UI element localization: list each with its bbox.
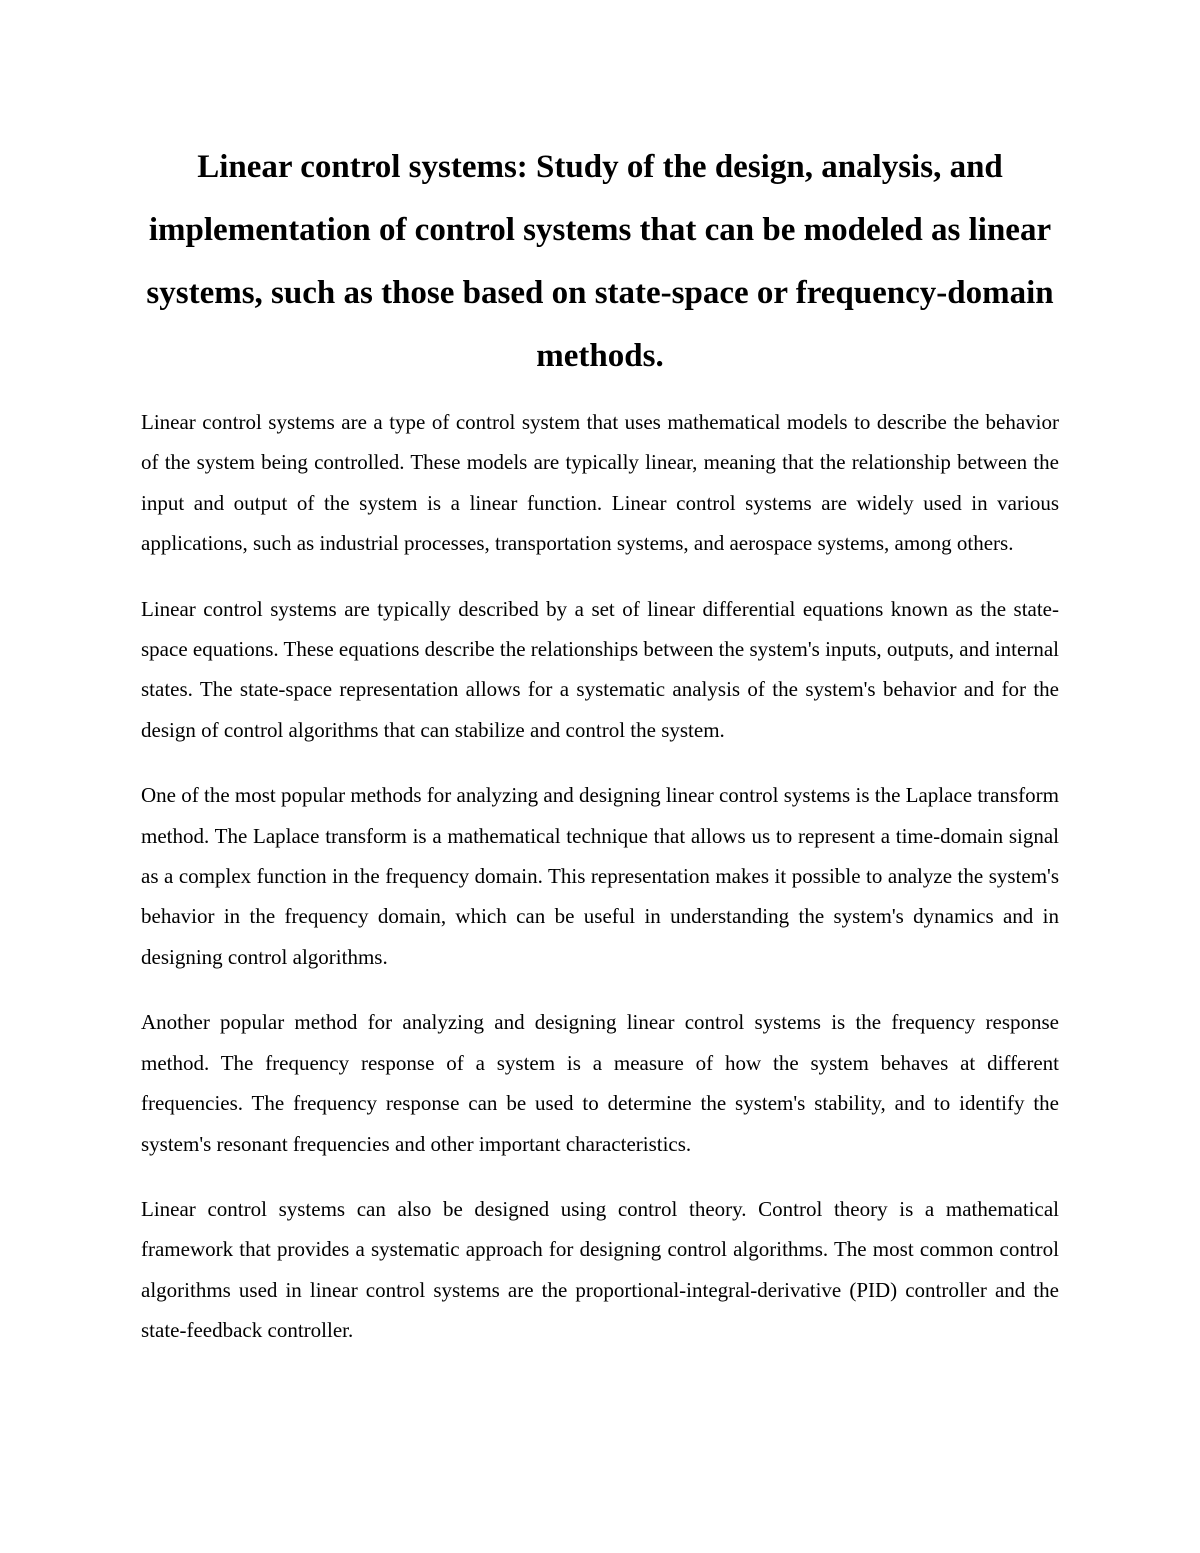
- document-body: [141, 402, 1059, 1376]
- document-title: Linear control systems: Study of the design, analysis, and implementation of control systems that can be modeled as linear systems, such as those based on state-space or frequency-domain methods.: [146, 149, 1054, 374]
- paragraph-laplace: One of the most popular methods for analyzing and designing linear control systems is the Laplace transform method. The Laplace transform is a mathematical technique that allows us to represent a time-domain signal as a complex function in the frequency domain. This representation makes it possible to analyze the system's behavior in the frequency domain, which can be useful in understanding the system's dynamics and in designing control algorithms.: [141, 783, 1059, 969]
- paragraph-frequency-response: Another popular method for analyzing and designing linear control systems is the frequency response method. The frequency response of a system is a measure of how the system behaves at different frequencies. The frequency response can be used to determine the system's stability, and to identify the system's resonant frequencies and other important characteristics.: [141, 1010, 1059, 1156]
- paragraph-control-theory: Linear control systems can also be designed using control theory. Control theory is a mathematical framework that provides a systematic approach for designing control algorithms. The most common control algorithms used in linear control systems are the proportional-integral-derivative (PID) controller and the state-feedback controller.: [141, 1196, 1059, 1343]
- paragraph-state-space: Linear control systems are typically described by a set of linear differential equations known as the state-space equations. These equations describe the relationships between the system's inputs, outputs, and internal states. The state-space representation allows for a systematic analysis of the system's behavior and for the design of control algorithms that can stabilize and control the system.: [141, 596, 1059, 742]
- paragraph-intro: Linear control systems are a type of control system that uses mathematical models to describe the behavior of the system being controlled. These models are typically linear, meaning that the relationship between the input and output of the system is a linear function. Linear control systems are widely used in various applications, such as industrial processes, transportation systems, and aerospace systems, among others.: [141, 410, 1059, 556]
